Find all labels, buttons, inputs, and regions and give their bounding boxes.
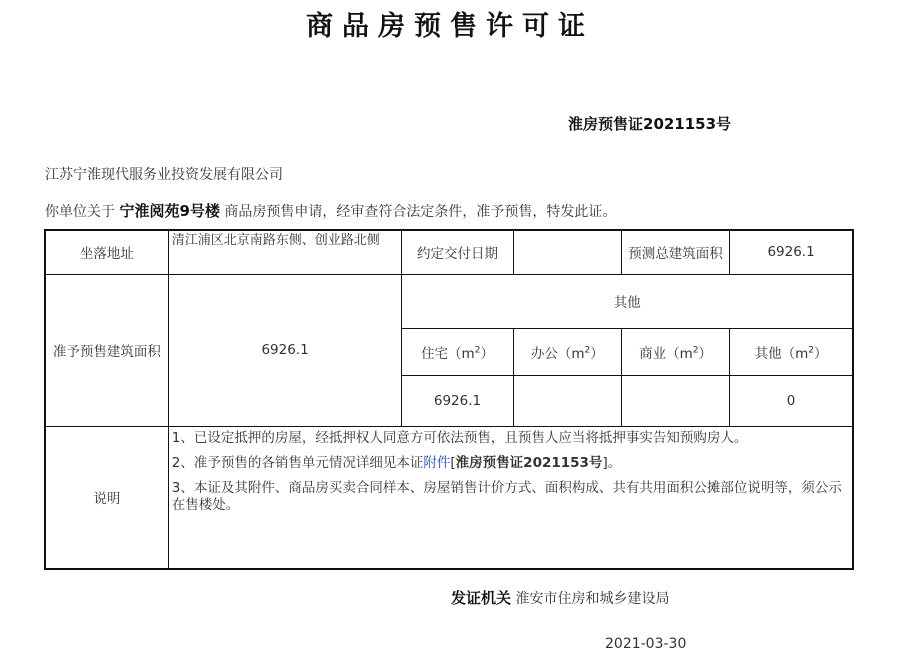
note-2: 2、准予预售的各销售单元情况详细见本证附件[淮房预售证2021153号]。: [171, 454, 622, 471]
issuing-authority: [451, 587, 669, 608]
delivery-date-label: 约定交付日期: [402, 230, 513, 274]
note-cert-number: 淮房预售证2021153号: [455, 454, 603, 471]
delivery-date-value: [513, 230, 621, 274]
other-header: 其他: [402, 274, 853, 328]
issuer-name: 淮安市住房和城乡建设局: [515, 591, 670, 607]
issue-date: 2021-03-30: [605, 636, 687, 652]
certificate-number: 淮房预售证2021153号: [568, 115, 732, 133]
table-row: [45, 274, 853, 328]
other-col-header: 其他$(m^2)$: [730, 328, 853, 375]
location-value: 清江浦区北京南路东侧、创业路北侧: [168, 230, 402, 274]
intro-prefix: 你单位关于: [45, 204, 115, 220]
issuer-label: 发证机关: [451, 589, 512, 607]
company-name: 江苏宁淮现代服务业投资发展有限公司: [45, 167, 283, 183]
table-row: [45, 230, 853, 274]
commercial-col-header: 商业$(m^2)$: [621, 328, 729, 375]
intro-suffix: 商品房预售申请，经审查符合法定条件，准予预售，特发此证。: [224, 204, 617, 220]
location-label: 坐落地址: [45, 230, 168, 274]
total-area-value: 6926.1: [730, 230, 853, 274]
office-col-header: 办公$(m^2)$: [513, 328, 621, 375]
note-3: 3、本证及其附件、商品房买卖合同样本、房屋销售计价方式、面积构成、共有共用面积公摊部位说明等，须公示在售楼处。: [171, 479, 842, 513]
notes-label: 说明: [45, 426, 168, 569]
notes-content: [168, 426, 853, 569]
other-value: 0: [730, 375, 853, 426]
residential-value: 6926.1: [402, 375, 513, 426]
presale-area-label: 准予预售建筑面积: [45, 274, 168, 426]
presale-area-value: 6926.1: [168, 274, 402, 426]
residential-col-header: 住宅$(m^2)$: [402, 328, 513, 375]
office-value: [513, 375, 621, 426]
project-name: 宁淮阅苑9号楼: [119, 202, 220, 220]
page-title: 商品房预售许可证: [306, 11, 594, 42]
total-area-label: 预测总建筑面积: [621, 230, 729, 274]
note-1: 1、已设定抵押的房屋，经抵押权人同意方可依法预售，且预售人应当将抵押事实告知预购房人。: [171, 429, 748, 446]
table-row: [45, 426, 853, 569]
intro-sentence: [45, 200, 616, 221]
permit-table: [44, 229, 854, 570]
attachment-link[interactable]: 附件: [423, 454, 451, 471]
commercial-value: [621, 375, 729, 426]
